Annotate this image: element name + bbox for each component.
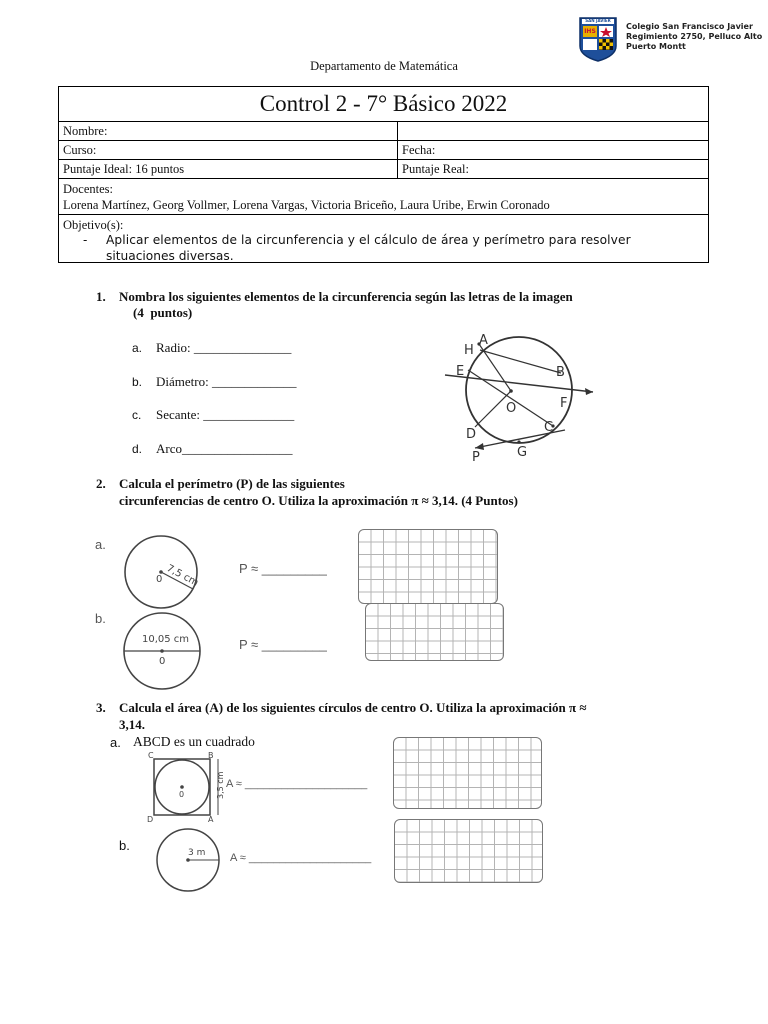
q3-b-work-grid[interactable] [394, 819, 543, 883]
q1-item-c[interactable]: Secante: ______________ [156, 407, 295, 422]
q2-a-work-grid[interactable] [358, 529, 498, 604]
fig-label-d: D [466, 427, 477, 442]
q2-line-1: Calcula el perímetro (P) de las siguientes [119, 476, 345, 491]
q2-b-work-grid[interactable] [365, 603, 504, 661]
real-score: Puntaje Real: [402, 162, 469, 176]
q2-b-measure: 10,05 cm [142, 634, 190, 645]
objective-row [59, 214, 708, 262]
fig-label-b: B [556, 365, 565, 380]
department-label: Departamento de Matemática [310, 59, 458, 73]
teachers-label: Docentes: [63, 182, 113, 196]
logo-letters: IHS [584, 28, 596, 35]
school-name: Colegio San Francisco Javier [626, 22, 753, 31]
q1-item-a[interactable]: Radio: _______________ [156, 340, 292, 355]
fig-label-a: A [479, 333, 488, 348]
q1-item-b-letter: b. [132, 375, 143, 389]
q2-a-measure: 7,5 cm [164, 562, 201, 589]
q2-b-circle [123, 611, 203, 693]
teachers-list: Lorena Martínez, Georg Vollmer, Lorena Vargas, Victoria Briceño, Laura Uribe, Erwin Coronado [63, 198, 550, 212]
q2-line-2: circunferencias de centro O. Utiliza la aproximación π ≈ 3,14. (4 Puntos) [119, 493, 518, 508]
q3-a-corner-d: D [147, 815, 154, 823]
fig-label-c: C [544, 420, 554, 435]
q3-number: 3. [96, 700, 106, 715]
q1-item-d[interactable]: Arco_________________ [156, 441, 293, 456]
q3-a-corner-b: B [208, 751, 214, 760]
objective-label: Objetivo(s): [63, 218, 124, 232]
teachers-row [59, 178, 708, 214]
q2-number: 2. [96, 476, 106, 491]
logo-banner: SAN JAVIER [585, 18, 611, 23]
q3-a-square-figure [145, 751, 225, 823]
title-row [59, 87, 708, 121]
q1-item-b[interactable]: Diámetro: _____________ [156, 374, 297, 389]
q2-b-center: 0 [159, 656, 166, 667]
q1-circle-figure [435, 330, 605, 465]
q2-a-letter: a. [95, 537, 106, 552]
q1-item-c-letter: c. [132, 408, 142, 422]
q3-a-center: 0 [179, 790, 185, 799]
q3-a-corner-a: A [208, 815, 214, 823]
q3-a-text: ABCD es un cuadrado [133, 734, 255, 749]
q3-a-measure: 3,5 cm [216, 771, 225, 799]
fig-label-o: O [506, 401, 517, 416]
course-label: Curso: [63, 143, 97, 157]
ideal-score: Puntaje Ideal: 16 puntos [63, 162, 185, 176]
q2-a-circle [123, 534, 203, 614]
name-label: Nombre: [63, 124, 108, 138]
school-address: Regimiento 2750, Pelluco Alto [626, 32, 763, 41]
q1-number: 1. [96, 289, 106, 304]
date-label: Fecha: [402, 143, 436, 157]
q3-b-circle [154, 828, 230, 894]
q3-a-work-grid[interactable] [393, 737, 542, 809]
score-row [59, 159, 708, 178]
exam-title: Control 2 - 7° Básico 2022 [259, 91, 508, 116]
q3-b-letter: b. [119, 838, 130, 853]
q3-a-corner-c: C [148, 751, 154, 760]
q3-line-1: Calcula el área (A) de los siguientes círculos de centro O. Utiliza la aproximación π ≈ [119, 700, 587, 715]
fig-label-p: P [472, 450, 480, 465]
school-logo [578, 16, 763, 62]
q2-b-letter: b. [95, 611, 106, 626]
q3-line-2: 3,14. [119, 717, 145, 732]
q2-a-answer[interactable]: P ≈ _________ [239, 561, 327, 576]
q1-item-a-letter: a. [132, 341, 143, 355]
q2-a-center: 0 [156, 574, 163, 585]
q1-points: (4 puntos) [133, 305, 193, 320]
q3-a-answer[interactable]: A ≈ ____________________ [226, 778, 368, 790]
q1-text: Nombra los siguientes elementos de la circunferencia según las letras de la imagen [119, 289, 573, 304]
name-field[interactable] [398, 122, 708, 140]
fig-label-f: F [560, 396, 568, 411]
fig-label-h: H [464, 343, 474, 358]
q3-a-letter: a. [110, 735, 121, 750]
q3-b-measure: 3 m [188, 848, 206, 858]
objective-dash: - [83, 233, 88, 247]
fig-label-e: E [456, 364, 465, 379]
objective-line-2: situaciones diversas. [106, 249, 234, 263]
school-city: Puerto Montt [626, 42, 686, 51]
header-table [58, 86, 709, 263]
course-row [59, 140, 708, 159]
q1-item-d-letter: d. [132, 442, 143, 456]
q3-b-answer[interactable]: A ≈ ____________________ [230, 852, 372, 864]
name-row [59, 121, 708, 140]
fig-label-g: G [517, 445, 528, 460]
objective-line-1: Aplicar elementos de la circunferencia y el cálculo de área y perímetro para resolver [106, 233, 631, 247]
q2-b-answer[interactable]: P ≈ _________ [239, 637, 327, 652]
